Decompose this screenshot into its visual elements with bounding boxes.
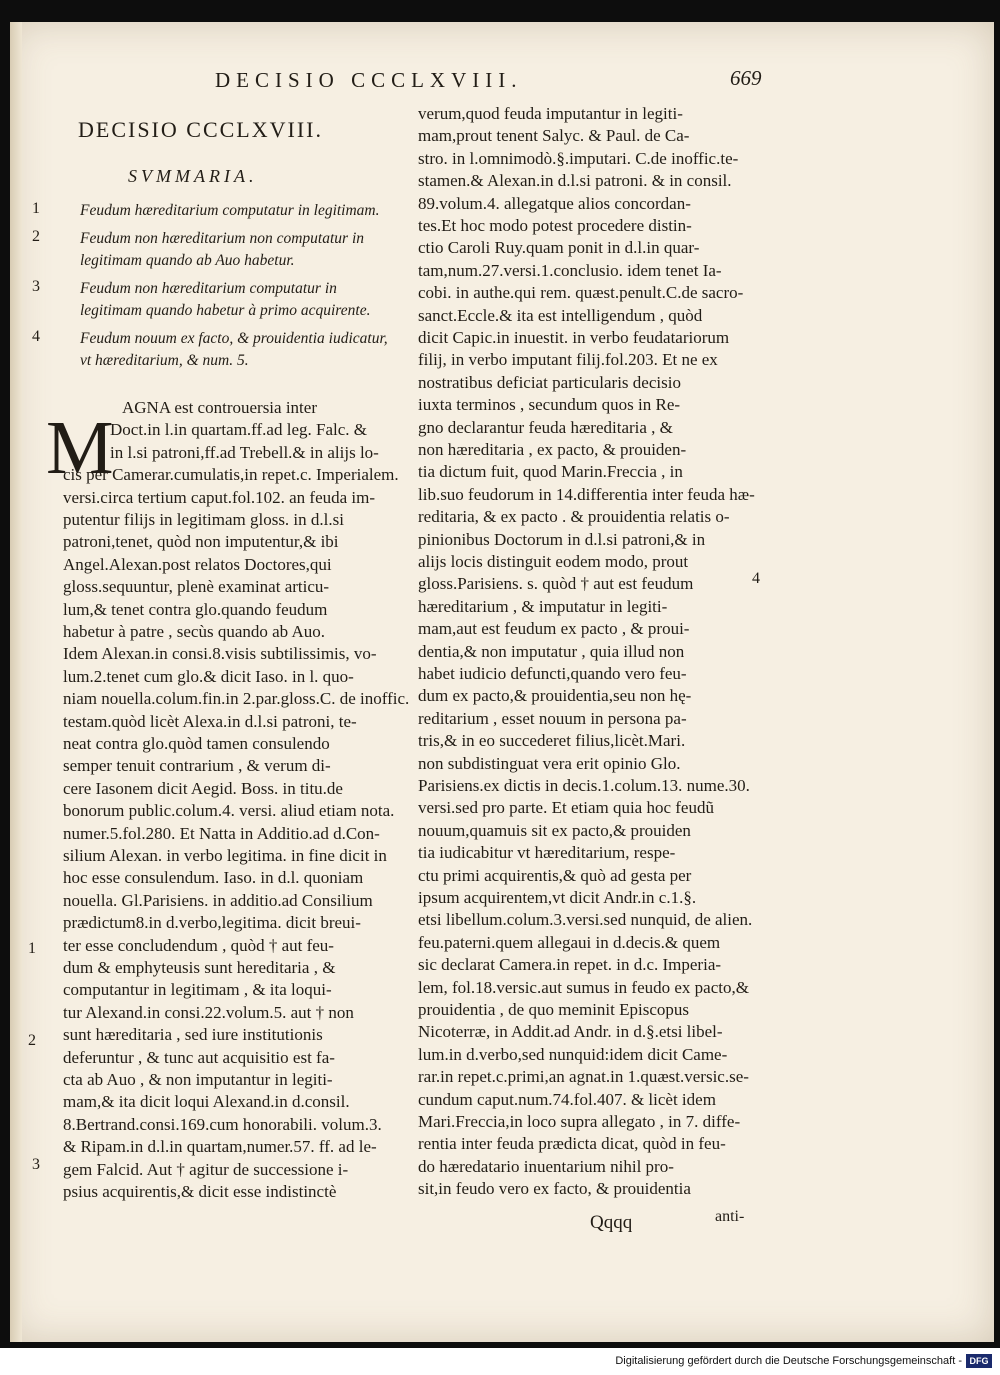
text-line: versi.sed pro parte. Et etiam quia hoc feudũ	[418, 798, 714, 818]
summary-item	[32, 228, 392, 272]
text-line: patroni,tenet, quòd non imputentur,& ibi	[63, 532, 339, 552]
text-line: tris,& in eo succederet filius,licèt.Mari.	[418, 731, 686, 751]
text-line: nouum,quamuis sit ex pacto,& prouiden	[418, 820, 691, 840]
paper-sheet	[10, 22, 994, 1342]
text-line: in l.si patroni,ff.ad Trebell.& in alijs lo-	[110, 442, 379, 462]
summary-text: Feudum non hæreditarium non computatur in legitimam quando ab Auo habetur.	[80, 230, 365, 269]
text-line: Idem Alexan.in consi.8.visis subtilissimis, vo-	[63, 644, 377, 664]
summary-text: Feudum non hæreditarium computatur in legitimam quando habetur à primo acquirente.	[80, 280, 371, 319]
text-line: cta ab Auo , & non imputantur in legiti-	[63, 1070, 333, 1089]
summary-list	[32, 200, 392, 378]
text-line: neat contra glo.quòd tamen consulendo	[63, 734, 330, 753]
text-line: deferuntur , & tunc aut acquisitio est fa-	[63, 1047, 335, 1067]
summary-text: Feudum hæreditarium computatur in legitimam.	[80, 202, 380, 219]
signature-mark: Qqqq	[590, 1212, 633, 1233]
text-line: lum.in d.verbo,sed nunquid:idem dicit Came-	[418, 1044, 728, 1064]
summary-number: 3	[32, 278, 40, 295]
text-line: silium Alexan. in verbo legitima. in fine dicit in	[63, 846, 387, 865]
text-line: hæreditarium , & imputatur in legiti-	[418, 596, 668, 616]
text-line: non subdistinguat vera erit opinio Glo.	[418, 753, 681, 773]
decision-heading: DECISIO CCCLXVIII.	[78, 117, 323, 142]
summary-number: 4	[32, 328, 40, 345]
text-line: do hæredatario inuentarium nihil pro-	[418, 1156, 674, 1176]
text-line: rentia inter feuda prædicta dicat, quòd in feu-	[418, 1134, 726, 1154]
footer-bar	[0, 1350, 1000, 1375]
dfg-logo-icon: DFG	[966, 1354, 992, 1368]
margin-number: 4	[752, 570, 760, 587]
drop-cap: M	[46, 406, 114, 490]
text-line: etsi libellum.colum.3.versi.sed nunquid, de alien.	[418, 910, 753, 930]
text-line: filij, in verbo imputant filij.fol.203. Et ne ex	[418, 350, 718, 370]
text-line: ctio Caroli Ruy.quam ponit in d.l.in quar-	[418, 238, 700, 258]
text-line: tia iudicabitur vt hæreditarium, respe-	[418, 843, 676, 863]
summary-heading: SVMMARIA.	[128, 166, 258, 186]
text-line: habetur à patre , secùs quando ab Auo.	[63, 622, 325, 641]
footer-credit: Digitalisierung gefördert durch die Deutsche Forschungsgemeinschaft -	[615, 1355, 962, 1367]
catchword: anti-	[715, 1208, 745, 1225]
text-line: pinionibus Doctorum in d.l.si patroni,& in	[418, 529, 706, 549]
text-line: computantur in legitimam , & ita loqui-	[63, 980, 332, 1000]
text-line: iuxta terminos , secundum quos in Re-	[418, 395, 681, 415]
page-edge	[10, 22, 22, 1342]
running-head: DECISIO CCCLXVIII.	[215, 68, 523, 92]
text-line: mam,aut est feudum ex pacto , & proui-	[418, 619, 690, 639]
page-number: 669	[730, 66, 762, 90]
text-line: sanct.Eccle.& ita est intelligendum , quòd	[418, 305, 703, 325]
text-line: testam.quòd licèt Alexa.in d.l.si patroni, te-	[63, 711, 357, 731]
text-line: ipsum acquirentem,vt dicit Andr.in c.1.§.	[418, 888, 697, 907]
text-line: mam,prout tenent Salyc. & Paul. de Ca-	[418, 126, 690, 146]
text-line: lem, fol.18.versic.aut sumus in feudo ex pacto,&	[418, 977, 749, 997]
margin-number: 1	[28, 940, 36, 957]
text-line: gem Falcid. Aut † agitur de successione i-	[63, 1159, 349, 1179]
summary-number: 1	[32, 200, 40, 217]
text-line: ter esse concludendum , quòd † aut feu-	[63, 935, 334, 955]
text-line: lib.suo feudorum in 14.differentia inter feuda hæ-	[418, 484, 755, 504]
text-line: alijs locis distinguit eodem modo, prout	[418, 552, 689, 571]
text-line: reditaria, & ex pacto . & prouidentia relatis o-	[418, 507, 730, 527]
text-line: 89.volum.4. allegatque alios concordan-	[418, 193, 691, 213]
text-line: niam nouella.colum.fin.in 2.par.gloss.C. de inoffic.	[63, 689, 410, 709]
text-line: Parisiens.ex dictis in decis.1.colum.13. nume.30.	[418, 776, 750, 795]
text-line: sunt hæreditaria , sed iure institutionis	[63, 1025, 323, 1045]
text-line: semper tenuit contrarium , & verum di-	[63, 756, 331, 776]
text-line: cundum caput.num.74.fol.407. & licèt idem	[418, 1089, 716, 1109]
text-line: stamen.& Alexan.in d.l.si patroni. & in consil.	[418, 171, 732, 191]
text-line: tes.Et hoc modo potest procedere distin-	[418, 216, 692, 235]
text-line: psius acquirentis,& dicit esse indistinctè	[63, 1182, 337, 1201]
text-line: hoc esse consulendum. Iaso. in d.l. quoniam	[63, 868, 364, 888]
text-line: dentia,& non imputatur , quia illud non	[418, 641, 685, 661]
text-line: cere Iasonem dicit Aegid. Boss. in titu.de	[63, 778, 343, 798]
text-line: mam,& ita dicit loqui Alexand.in d.consil.	[63, 1092, 350, 1112]
text-line: numer.5.fol.280. Et Natta in Additio.ad d.Con-	[63, 823, 380, 843]
text-line: lum.2.tenet cum glo.& dicit Iaso. in l. quo-	[63, 666, 354, 686]
text-line: nouella. Gl.Parisiens. in additio.ad Consilium	[63, 890, 373, 910]
summary-item	[32, 328, 392, 372]
text-line: gloss.sequuntur, plenè examinat articu-	[63, 577, 330, 597]
text-line: putentur filijs in legitimam gloss. in d.l.si	[63, 510, 344, 529]
text-line: tam,num.27.versi.1.conclusio. idem tenet Ia-	[418, 260, 722, 280]
text-line: AGNA est controuersia inter	[122, 398, 317, 417]
text-line: dum & emphyteusis sunt hereditaria , &	[63, 958, 336, 977]
text-line: cis per Camerar.cumulatis,in repet.c. Imperialem.	[63, 465, 399, 485]
text-line: stro. in l.omnimodò.§.imputari. C.de inoffic.te-	[418, 148, 739, 168]
summary-text: Feudum nouum ex facto, & prouidentia iudicatur, vt hæreditarium, & num. 5.	[80, 330, 388, 369]
text-line: prædictum8.in d.verbo,legitima. dicit breui-	[63, 913, 361, 933]
text-line: lum,& tenet contra glo.quando feudum	[63, 599, 328, 619]
text-line: tur Alexand.in consi.22.volum.5. aut † non	[63, 1002, 354, 1022]
text-line: sic declarat Camera.in repet. in d.c. Imperia-	[418, 955, 722, 975]
text-line: Nicoterræ, in Addit.ad Andr. in d.§.etsi libel-	[418, 1022, 723, 1042]
summary-number: 2	[32, 228, 40, 245]
summary-item	[32, 278, 392, 322]
text-line: sit,in feudo vero ex facto, & prouidentia	[418, 1179, 691, 1199]
text-line: gloss.Parisiens. s. quòd † aut est feudum	[418, 574, 694, 594]
text-line: rar.in repet.c.primi,an agnat.in 1.quæst.versic.se-	[418, 1067, 749, 1087]
text-line: dum ex pacto,& prouidentia,seu non hę-	[418, 686, 692, 706]
text-line: 8.Bertrand.consi.169.cum honorabili. volum.3.	[63, 1114, 382, 1134]
text-line: bonorum public.colum.4. versi. aliud etiam nota.	[63, 801, 395, 821]
text-line: Doct.in l.in quartam.ff.ad leg. Falc. &	[110, 420, 367, 440]
margin-number: 2	[28, 1032, 36, 1049]
text-line: versi.circa tertium caput.fol.102. an feuda im-	[63, 487, 376, 507]
text-line: gno declarantur feuda hæreditaria , &	[418, 417, 673, 437]
text-line: nostratibus deficiat particularis decisio	[418, 372, 681, 392]
text-line: cobi. in authe.qui rem. quæst.penult.C.de sacro-	[418, 283, 744, 303]
text-line: habet iudicio defuncti,quando vero feu-	[418, 664, 687, 683]
text-line: verum,quod feuda imputantur in legiti-	[418, 104, 683, 123]
text-line: ctu primi acquirentis,& quò ad gesta per	[418, 865, 692, 885]
text-line: Angel.Alexan.post relatos Doctores,qui	[63, 554, 332, 574]
text-line: & Ripam.in d.l.in quartam,numer.57. ff. ad le-	[63, 1137, 377, 1157]
text-line: feu.paterni.quem allegaui in d.decis.& quem	[418, 932, 721, 952]
text-line: reditarium , esset nouum in persona pa-	[418, 708, 687, 728]
margin-number: 3	[32, 1156, 40, 1173]
text-line: tia dictum fuit, quod Marin.Freccia , in	[418, 462, 683, 482]
text-line: prouidentia , de quo meminit Episcopus	[418, 1000, 690, 1019]
text-line: non hæreditaria , ex pacto, & prouiden-	[418, 440, 687, 459]
text-line: dicit Capic.in inuestit. in verbo feudatariorum	[418, 328, 730, 347]
summary-item	[32, 200, 392, 222]
text-line: Mari.Freccia,in loco supra allegato , in 7. diffe-	[418, 1112, 741, 1131]
